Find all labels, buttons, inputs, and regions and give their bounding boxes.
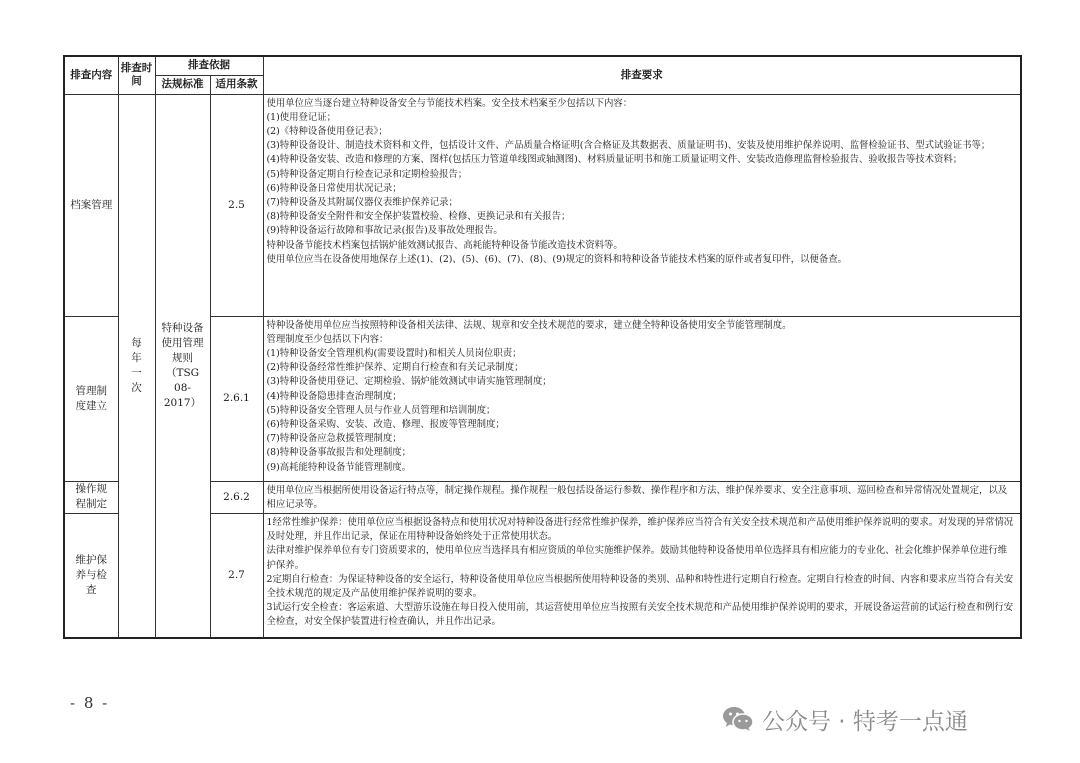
requirement-line: 使用单位应当根据所使用设备运行特点等，制定操作规程。操作规程一般包括设备运行参数、操作程序和方法、维护保养要求、安全注意事项、巡回检查和异常情况处置规定，以及相应记录等。 xyxy=(266,484,1008,510)
requirement-line: (8)特种设备安全附件和安全保护装置校验、检修、更换记录和有关报告； xyxy=(266,211,571,223)
regulation-standard: 特种设备使用管理规则（TSG 08-2017） xyxy=(155,94,210,638)
header-time: 排查时间 xyxy=(118,56,155,94)
row-content: 操作规程制定 xyxy=(64,481,118,513)
row-clause: 2.7 xyxy=(210,513,263,638)
requirement-line: (7)特种设备及其附属仪器仪表维护保养记录； xyxy=(266,196,458,208)
requirement-line: (6)特种设备采购、安装、改造、修理、报废等管理制度； xyxy=(266,418,505,430)
inspection-frequency: 每年一次 xyxy=(118,94,155,638)
watermark-text: 公众号 · 特考一点通 xyxy=(762,708,968,735)
requirement-line: (5)特种设备定期自行检查记录和定期检验报告； xyxy=(266,168,468,180)
requirement-line: 使用单位应当在设备使用地保存上述(1)、(2)、(5)、(6)、(7)、(8)、(9)规定的资料和特种设备节能技术档案的原件或者复印件，以便备查。 xyxy=(266,253,847,265)
watermark xyxy=(722,704,968,734)
requirement-line: (9)特种设备运行故障和事故记录(报告)及事故处理报告。 xyxy=(266,225,503,237)
inspection-table xyxy=(63,55,1022,639)
requirement-line: (7)特种设备应急救援管理制度； xyxy=(266,433,402,445)
table-row xyxy=(64,94,1021,316)
requirement-line: 特种设备使用单位应当按照特种设备相关法律、法规、规章和安全技术规范的要求，建立健全特种设备使用安全节能管理制度。 xyxy=(266,319,792,331)
requirement-line: 1经常性维护保养：使用单位应当根据设备特点和使用状况对特种设备进行经常性维护保养，维护保养应当符合有关安全技术规范和产品使用维护保养说明的要求。对发现的异常情况及时处理，并且作出记录，保证在用特种设备始终处于正常使用状态。 xyxy=(266,516,1014,543)
requirement-line: 管理制度至少包括以下内容： xyxy=(266,333,389,345)
requirement-line: (3)特种设备设计、制造技术资料和文件，包括设计文件、产品质量合格证明(含合格证及其数据表、质量证明书)、安装及使用维护保养说明、监督检验证书、型式试验证书等； xyxy=(266,140,991,152)
row-clause: 2.6.2 xyxy=(210,481,263,513)
row-content: 维护保养与检查 xyxy=(64,513,118,638)
row-requirement xyxy=(263,94,1021,316)
row-requirement xyxy=(263,316,1021,481)
header-content: 排查内容 xyxy=(64,56,118,94)
row-clause: 2.6.1 xyxy=(210,316,263,481)
requirement-line: (2)特种设备经常性维护保养、定期自行检查和有关记录制度； xyxy=(266,362,524,374)
requirement-line: (9)高耗能特种设备节能管理制度。 xyxy=(266,461,412,473)
row-content: 管理制度建立 xyxy=(64,316,118,481)
requirement-line: (2)《特种设备使用登记表》； xyxy=(266,125,388,137)
requirement-line: 使用单位应当逐台建立特种设备安全与节能技术档案。安全技术档案至少包括以下内容： xyxy=(266,97,633,109)
requirement-line: 2定期自行检查：为保证特种设备的安全运行，特种设备使用单位应当根据所使用特种设备的类别、品种和特性进行定期自行检查。定期自行检查的时间、内容和要求应当符合有关安全技术规范的规定及产品使用维护保养说明的要求。 xyxy=(266,573,1014,599)
requirement-line: (1)特种设备安全管理机构(需要设置时)和相关人员岗位职责； xyxy=(266,347,522,359)
wechat-icon xyxy=(722,706,754,732)
requirement-line: 特种设备节能技术档案包括锅炉能效测试报告、高耗能特种设备节能改造技术资料等。 xyxy=(266,239,623,251)
header-basis: 排查依据 xyxy=(155,56,263,75)
requirement-line: (1)使用登记证； xyxy=(266,111,337,123)
requirement-line: 法律对维护保养单位有专门资质要求的，使用单位应当选择具有相应资质的单位实施维护保养。鼓励其他特种设备使用单位选择具有相应能力的专业化、社会化维护保养单位进行维护保养。 xyxy=(266,545,1008,571)
row-requirement xyxy=(263,513,1021,638)
requirement-line: (5)特种设备安全管理人员与作业人员管理和培训制度； xyxy=(266,404,496,416)
requirement-line: (6)特种设备日常使用状况记录； xyxy=(266,182,402,194)
requirement-line: (4)特种设备隐患排查治理制度； xyxy=(266,390,402,402)
requirement-line: (8)特种设备事故报告和处理制度； xyxy=(266,447,412,459)
row-clause: 2.5 xyxy=(210,94,263,316)
row-requirement xyxy=(263,481,1021,513)
requirement-line: 3试运行安全检查：客运索道、大型游乐设施在每日投入使用前，其运营使用单位应当按照有关安全技术规范和产品使用维护保养说明的要求，开展设备运营前的试运行检查和例行安全检查，对安全保护装置进行检查确认，并且作出记录。 xyxy=(266,602,1014,628)
header-standard: 法规标准 xyxy=(155,75,210,94)
header-clause: 适用条款 xyxy=(210,75,263,94)
header-requirement: 排查要求 xyxy=(263,56,1021,94)
row-content: 档案管理 xyxy=(64,94,118,316)
page-number: - 8 - xyxy=(70,694,110,712)
requirement-line: (3)特种设备使用登记、定期检验、锅炉能效测试申请实施管理制度； xyxy=(266,376,552,388)
requirement-line: (4)特种设备安装、改造和修理的方案、图样(包括压力管道单线图或轴测图)、材料质量证明书和施工质量证明文件、安装改造修理监督检验报告、验收报告等技术资料； xyxy=(266,154,963,166)
